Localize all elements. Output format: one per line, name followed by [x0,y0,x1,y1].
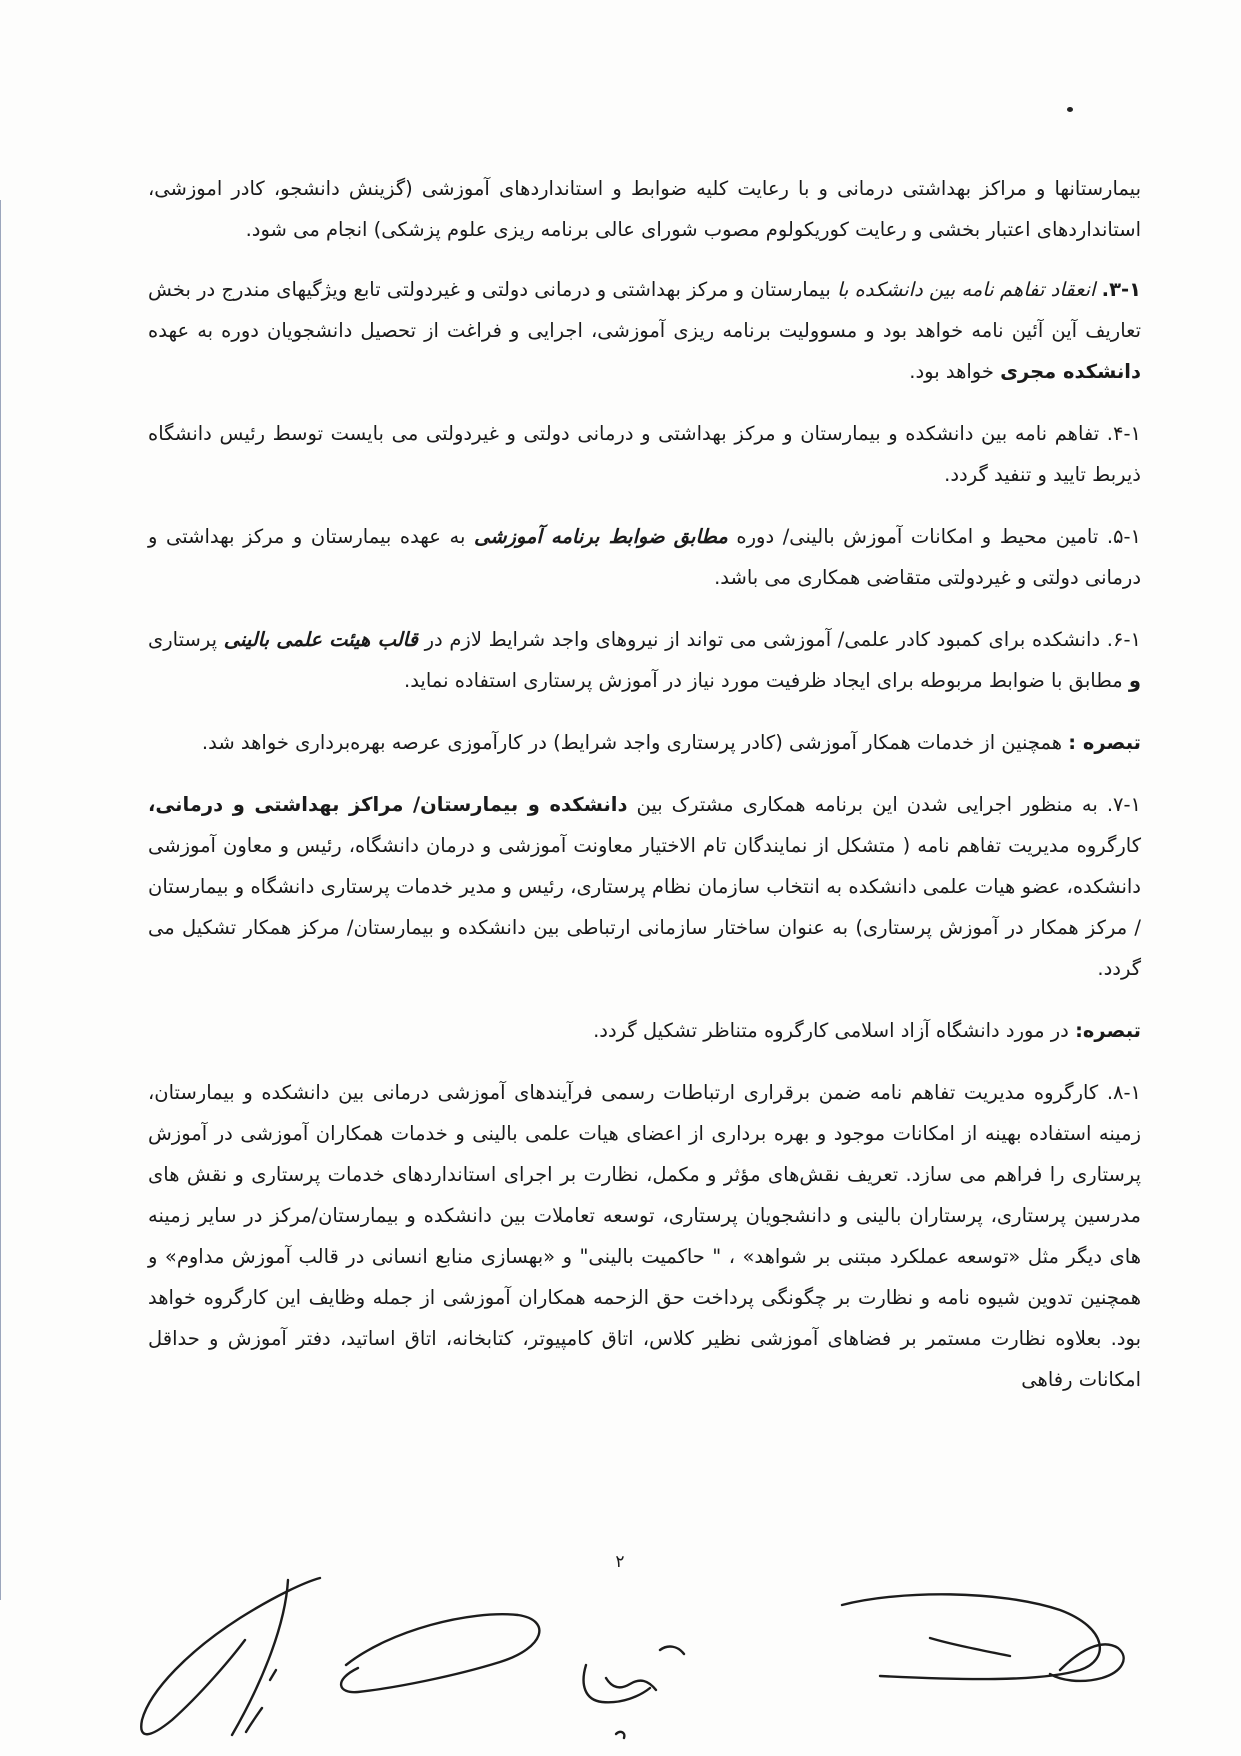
clause-text-end: خواهد بود. [909,360,1001,383]
signature-1 [141,1578,320,1735]
note-paragraph-2 [148,1010,1141,1051]
note-text: در مورد دانشگاه آزاد اسلامی کارگروه متناظر تشکیل گردد. [593,1019,1076,1042]
clause-text: ۷-۱. به منظور اجرایی شدن این برنامه همکاری مشترک بین [627,793,1141,816]
scan-margin-rule [0,200,1,1600]
note-label: تبصره : [1068,731,1141,754]
paragraph-1-5 [148,516,1141,598]
signature-3 [584,1647,684,1738]
signatures-area [0,1520,1241,1756]
clause-text-end: مطابق با ضوابط مربوطه برای ایجاد ظرفیت مورد نیاز در آموزش پرستاری استفاده نماید. [404,669,1129,692]
note-paragraph-1 [148,722,1141,763]
italic-intro: انعقاد تفاهم نامه بین دانشکده با [837,278,1096,301]
bold-conjunction: و [1128,669,1141,692]
clause-number: ۳-۱. [1101,278,1141,301]
paragraph-1-8: ۸-۱. کارگروه مدیریت تفاهم نامه ضمن برقراری ارتباطات رسمی فرآیندهای آموزشی درمانی بین دانشکده و بیمارستان، زمینه استفاده بهینه از امکانات موجود و بهره برداری از اعضای هیات علمی بالینی و خدمات همکاران آموزشی در آموزش پرستاری را فراهم می سازد. تعریف نقش‌های مؤثر و مکمل، نظارت بر اجرای استانداردهای خدمات پرستاری و نقش های مدرسین پرستاری، پرستاران بالینی و دانشجویان پرستاری، توسعه تعاملات بین دانشکده و بیمارستان/مرکز در سایر زمینه های دیگر مثل «توسعه عملکرد مبتنی بر شواهد» ، " حاکمیت بالینی" و «بهسازی منابع انسانی در قالب آموزش مداوم» و همچنین تدوین شیوه نامه و نظارت بر چگونگی پرداخت حق الزحمه همکاران آموزشی از جمله وظایف این کارگروه خواهد بود. بعلاوه نظارت مستمر بر فضاهای آموزشی نظیر کلاس، اتاق کامپیوتر، کتابخانه، اتاق اساتید، دفتر آموزش و حداقل امکانات رفاهی [148,1081,1141,1391]
page-number: ۲ [615,1552,625,1572]
paragraph-1-7 [148,784,1141,989]
bold-phrase: دانشکده و بیمارستان/ مراکز بهداشتی و درمانی، [148,793,628,816]
signature-2 [341,1614,539,1692]
paragraph-intro-continuation: بیمارستانها و مراکز بهداشتی درمانی و با رعایت کلیه ضوابط و استانداردهای آموزشی (گزینش دانشجو، کادر اموزشی، استانداردهای اعتبار بخشی و رعایت کوریکولوم مصوب شورای عالی برنامه ریزی علوم پزشکی) انجام می شود. [148,177,1141,241]
clause-text-end: به عهده بیمارستان و مرکز بهداشتی و درمانی دولتی و غیردولتی متقاضی همکاری می باشد. [148,525,1141,589]
bold-phrase: دانشکده مجری [1000,360,1141,383]
note-text: همچنین از خدمات همکار آموزشی (کادر پرستاری واجد شرایط) در کارآموزی عرصه بهره‌برداری خواهد شد. [201,731,1069,754]
paragraph-1-3 [148,269,1141,392]
signature-4 [842,1594,1124,1681]
paragraph-1-4: ۴-۱. تفاهم نامه بین دانشکده و بیمارستان و مرکز بهداشتی و درمانی دولتی و غیردولتی می بایست توسط رئیس دانشگاه ذیربط تایید و تنفید گردد. [148,422,1141,486]
clause-text: بیمارستان و مرکز بهداشتی و درمانی دولتی و غیردولتی تابع ویژگیهای مندرج در بخش تعاریف آین آئین نامه خواهد بود و مسوولیت برنامه ریزی آموزشی، اجرایی و فراغت از تحصیل دانشجویان دوره به عهده [148,278,1141,342]
clause-text: ۶-۱. دانشکده برای کمبود کادر علمی/ آموزشی می تواند از نیروهای واجد شرایط لازم در [417,628,1141,651]
bold-italic-phrase: مطابق ضوابط برنامه آموزشی [473,525,728,548]
clause-text-mid: پرستاری [148,628,224,651]
clause-text: ۵-۱. تامین محیط و امکانات آموزش بالینی/ دوره [727,525,1142,548]
bold-italic-phrase: قالب هیئت علمی بالینی [223,628,418,651]
clause-text-end: کارگروه مدیریت تفاهم نامه ( متشکل از نمایندگان تام الاختیار معاونت آموزشی و درمان دانشگاه، رئیس و معاون آموزشی دانشکده، عضو هیات علمی دانشکده به انتخاب سازمان نظام پرستاری، رئیس و مدیر خدمات پرستاری دانشگاه و بیمارستان / مرکز همکار در آموزش پرستاری) به عنوان ساختار سازمانی ارتباطی بین دانشکده و بیمارستان/ مرکز همکار تشکیل می گردد. [148,834,1141,980]
paragraph-1-6 [148,619,1141,701]
note-label: تبصره: [1075,1019,1141,1042]
scan-speck [1067,107,1073,112]
document-body [148,168,1141,1421]
